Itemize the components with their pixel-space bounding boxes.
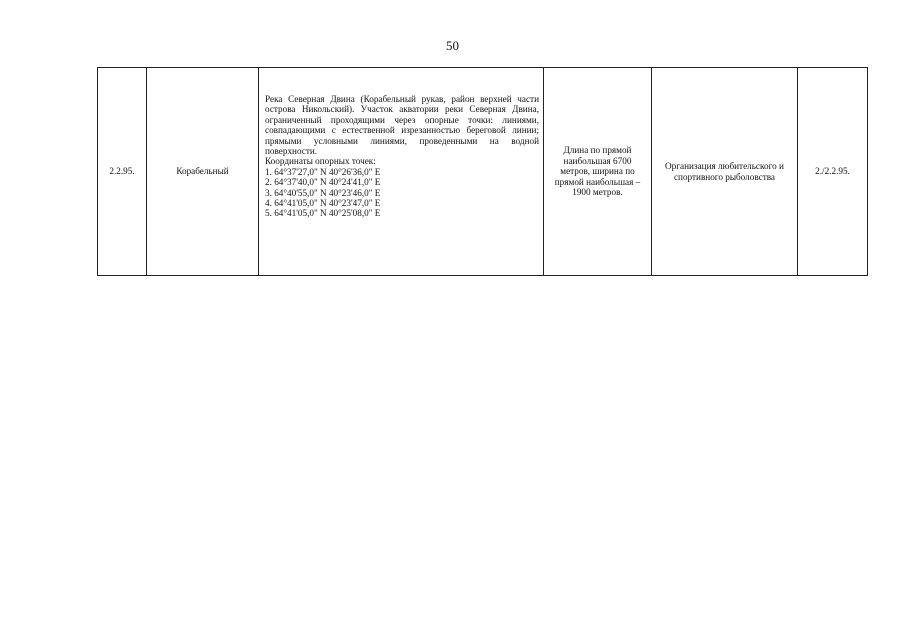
coordinates-list	[265, 167, 539, 219]
area-code: 2./2.2.95.	[815, 166, 850, 177]
area-name: Корабельный	[176, 166, 229, 177]
area-purpose: Организация любительского и спортивного рыболовства	[665, 161, 784, 182]
coordinate-item: 5. 64°41'05,0" N 40°25'08,0" E	[265, 208, 381, 219]
coordinate-item: 4. 64°41'05,0" N 40°23'47,0" E	[265, 198, 381, 209]
area-description: Река Северная Двина (Корабельный рукав, район верхней части острова Никольский). Участок акватории реки Северная Двина, ограниченный проходящими через опорные точки: линиями, совпадающими с естественной изрезанностью береговой линии; прямыми условными линиями, проведенными на водной поверхности.	[265, 94, 539, 157]
fishing-areas-table	[97, 67, 868, 276]
row-number: 2.2.95.	[109, 166, 135, 177]
area-description-cell	[259, 68, 544, 276]
coordinates-title: Координаты опорных точек:	[265, 156, 376, 167]
table-row	[98, 68, 868, 276]
coordinate-item: 2. 64°37'40,0" N 40°24'41,0" E	[265, 177, 381, 188]
page-number: 50	[446, 38, 459, 53]
area-code-cell	[798, 68, 868, 276]
area-purpose-cell	[652, 68, 798, 276]
coordinate-item: 3. 64°40'55,0" N 40°23'46,0" E	[265, 187, 381, 198]
area-size-cell	[544, 68, 652, 276]
area-size: Длина по прямой наибольшая 6700 метров, ширина по прямой наибольшая – 1900 метров.	[554, 145, 641, 198]
row-number-cell	[98, 68, 147, 276]
coordinate-item: 1. 64°37'27,0" N 40°26'36,0" E	[265, 166, 381, 177]
area-description-block	[259, 68, 543, 219]
area-name-cell	[147, 68, 259, 276]
